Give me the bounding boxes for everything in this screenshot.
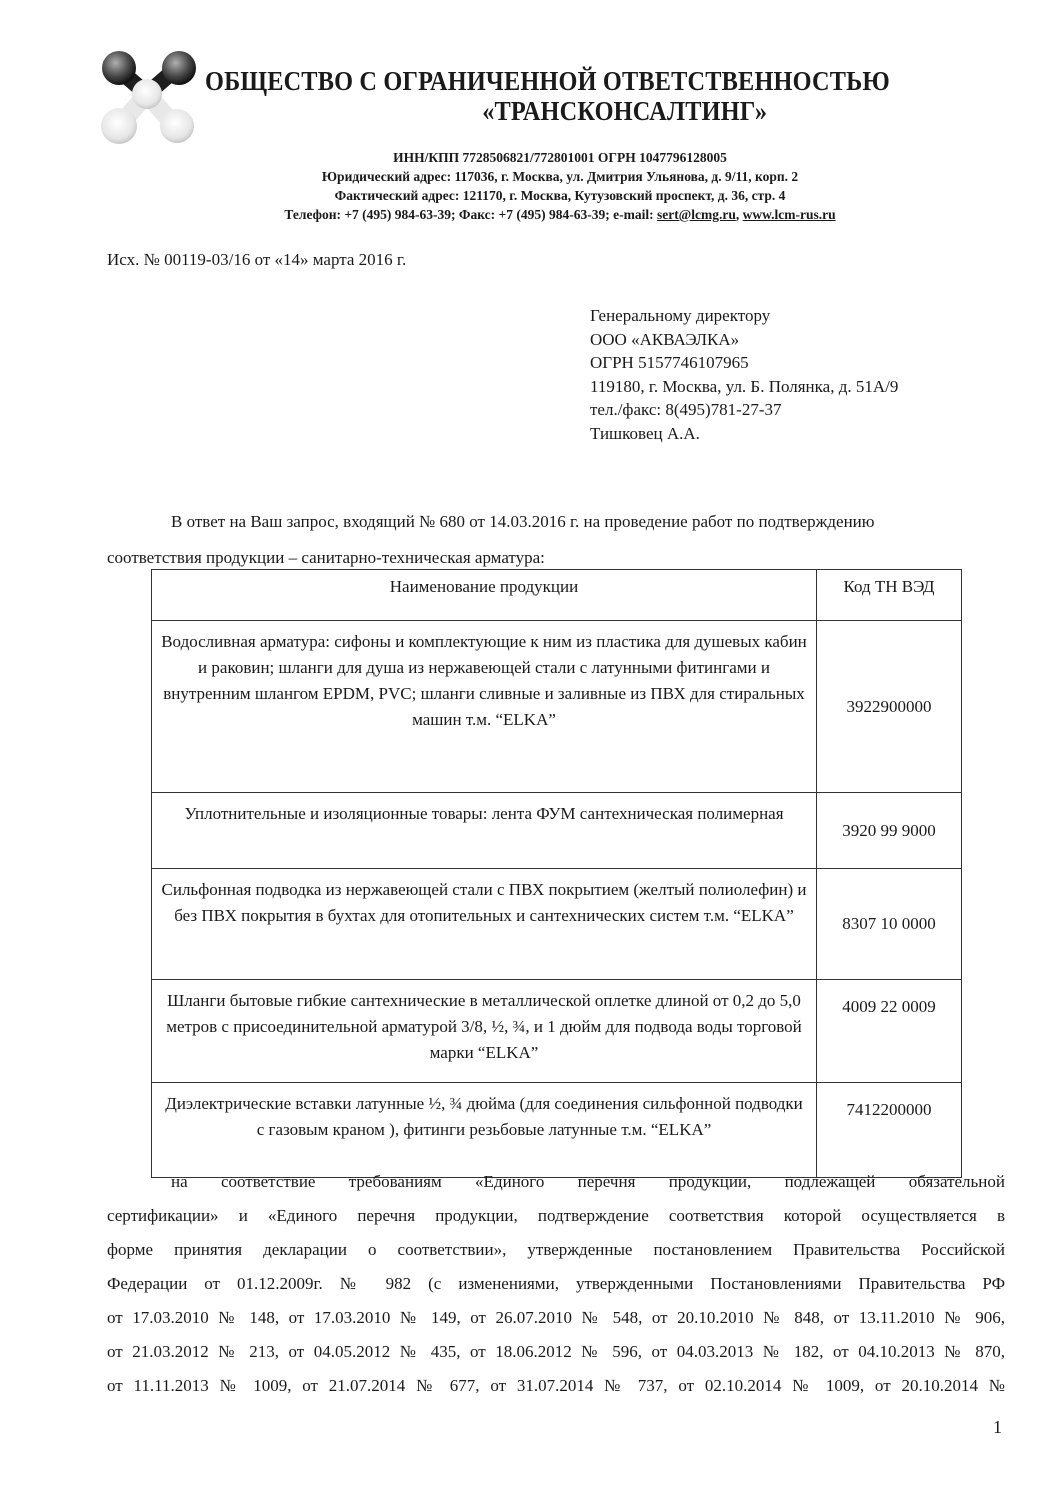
inn-kpp-ogrn: ИНН/КПП 7728506821/772801001 ОГРН 1047796128005 (393, 150, 727, 165)
company-name-line2: «ТРАНСКОНСАЛТИНГ» (482, 96, 768, 126)
addressee-ogrn: ОГРН 5157746107965 (590, 353, 749, 372)
product-name: Уплотнительные и изоляционные товары: лента ФУМ сантехническая полимерная (152, 793, 817, 869)
addressee-block (590, 304, 898, 445)
products-table (151, 569, 962, 1178)
body-line: Федерации от 01.12.2009г. № 982 (с изменениями, утвержденными Постановлениями Правительства РФ (107, 1274, 1005, 1293)
body-line: на соответствие требованиям «Единого перечня продукции, подлежащей обязательной (171, 1172, 1005, 1191)
addressee-address: 119180, г. Москва, ул. Б. Полянка, д. 51А/9 (590, 376, 899, 396)
product-name: Сильфонная подводка из нержавеющей стали с ПВХ покрытием (желтый полиолефин) и без ПВХ покрытия в бухтах для отопительных и сантехнических систем т.м. “ELKA” (152, 869, 817, 980)
website-link[interactable]: www.lcm-rus.ru (742, 207, 836, 222)
header-product-name: Наименование продукции (152, 570, 817, 621)
product-code: 7412200000 (817, 1083, 962, 1178)
molecule-logo-icon (97, 48, 203, 148)
table-row (152, 869, 962, 980)
body-line: сертификации» и «Единого перечня продукции, подтверждение соответствия которой осуществляется в (107, 1206, 1005, 1225)
email-link[interactable]: sert@lcmg.ru (656, 207, 736, 222)
actual-address: Фактический адрес: 121170, г. Москва, Кутузовский проспект, д. 36, стр. 4 (334, 188, 786, 203)
company-logo (97, 48, 203, 148)
outgoing-reference: Исх. № 00119-03/16 от «14» марта 2016 г. (107, 250, 407, 269)
body-line: форме принятия декларации о соответствии», утвержденные постановлением Правительства Российской (107, 1240, 1005, 1259)
addressee-name: Тишковец А.А. (590, 423, 700, 443)
product-code: 3922900000 (817, 621, 962, 793)
separator: , (735, 207, 743, 222)
product-code: 8307 10 0000 (817, 869, 962, 980)
company-name-line1: ОБЩЕСТВО С ОГРАНИЧЕННОЙ ОТВЕТСТВЕННОСТЬЮ (205, 66, 890, 96)
intro-line-1: В ответ на Ваш запрос, входящий № 680 от 14.03.2016 г. на проведение работ по подтверждению (171, 512, 875, 531)
header-tn-ved-code: Код ТН ВЭД (817, 570, 962, 621)
table-row (152, 1083, 962, 1178)
contacts-line (150, 205, 970, 224)
product-code: 4009 22 0009 (817, 980, 962, 1083)
addressee-phone: тел./факс: 8(495)781-27-37 (590, 400, 782, 419)
product-name: Диэлектрические вставки латунные ½, ¾ дюйма (для соединения сильфонной подводки с газовым краном ), фитинги резьбовые латунные т.м. “ELKA” (152, 1083, 817, 1178)
contacts-prefix: Телефон: +7 (495) 984-63-39; Факс: +7 (495) 984-63-39; e-mail: (284, 207, 657, 222)
table-row (152, 621, 962, 793)
body-paragraph (107, 1165, 1005, 1403)
addressee-company: ООО «АКВАЭЛКА» (590, 329, 740, 349)
company-name (205, 66, 890, 126)
intro-paragraph (107, 504, 1007, 576)
table-row (152, 980, 962, 1083)
addressee-position: Генеральному директору (590, 306, 771, 325)
body-line: от 21.03.2012 № 213, от 04.05.2012 № 435, от 18.06.2012 № 596, от 04.03.2013 № 182, от 04.10.2013 № 870, (107, 1342, 1005, 1361)
body-line: от 17.03.2010 № 148, от 17.03.2010 № 149, от 26.07.2010 № 548, от 20.10.2010 № 848, от 13.11.2010 № 906, (107, 1308, 1005, 1327)
intro-line-2: соответствия продукции – санитарно-техническая арматура: (107, 548, 545, 567)
table-header-row (152, 570, 962, 621)
page-number: 1 (993, 1417, 1002, 1437)
company-requisites (150, 148, 970, 224)
product-name: Шланги бытовые гибкие сантехнические в металлической оплетке длиной от 0,2 до 5,0 метров с присоединительной арматурой 3/8, ½, ¾, и 1 дюйм для подвода воды торговой марки “ELKA” (152, 980, 817, 1083)
product-code: 3920 99 9000 (817, 793, 962, 869)
body-line: от 11.11.2013 № 1009, от 21.07.2014 № 677, от 31.07.2014 № 737, от 02.10.2014 № 1009, от 20.10.2014 № (107, 1376, 1005, 1395)
legal-address: Юридический адрес: 117036, г. Москва, ул. Дмитрия Ульянова, д. 9/11, корп. 2 (321, 169, 799, 184)
product-name: Водосливная арматура: сифоны и комплектующие к ним из пластика для душевых кабин и раковин; шланги для душа из нержавеющей стали с латунными фитингами и внутренним шлангом EPDM, PVC; шланги сливные и заливные из ПВХ для стиральных машин т.м. “ELKA” (152, 621, 817, 793)
table-row (152, 793, 962, 869)
